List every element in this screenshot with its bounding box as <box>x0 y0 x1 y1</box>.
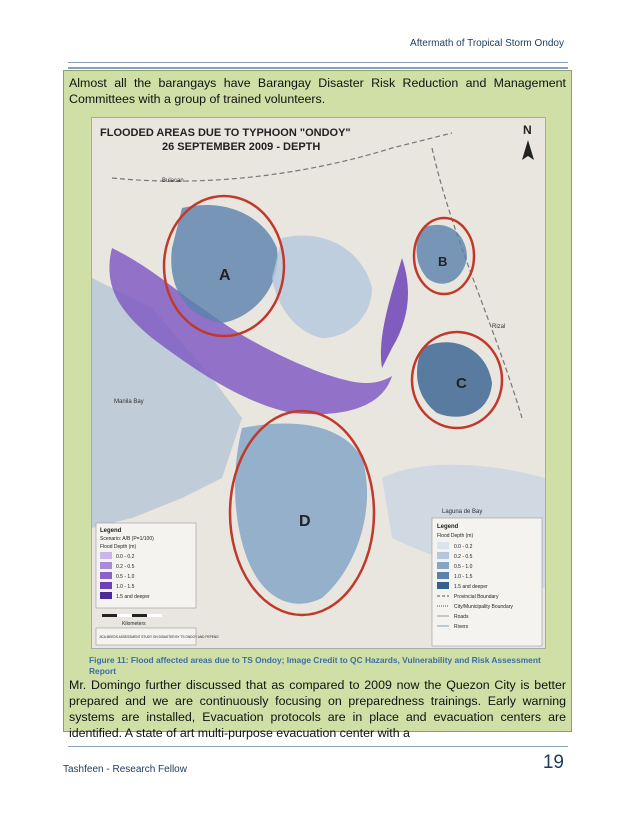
legend-right-item-9: Rivers <box>454 624 469 630</box>
credit-text: JICA MEEDS ASSESSMENT STUDY ON DISASTER BY TS ONDOY AND PEPENG <box>99 635 219 639</box>
legend-right-depth-title: Flood Depth (m) <box>437 533 474 539</box>
legend-right <box>432 518 542 646</box>
scale-bar-label: Kilometers <box>122 621 146 627</box>
legend-left-item-5: 1.5 and deeper <box>116 594 150 600</box>
region-label-a: A <box>219 267 231 284</box>
legend-right-item-1: 0.0 - 0.2 <box>454 544 473 550</box>
running-header: Aftermath of Tropical Storm Ondoy <box>410 38 564 49</box>
intro-paragraph: Almost all the barangays have Barangay Disaster Risk Reduction and Management Committees with a group of trained volunteers. <box>69 76 566 106</box>
legend-right-item-5: 1.5 and deeper <box>454 584 488 590</box>
place-label-manila-bay: Manila Bay <box>114 399 144 405</box>
legend-left-item-2: 0.2 - 0.5 <box>116 564 135 570</box>
legend-right-item-6: Provincial Boundary <box>454 594 499 600</box>
body-paragraph: Mr. Domingo further discussed that as compared to 2009 now the Quezon City is better prepared and we are continuously focusing on preparedness trainings. Early warning systems are installed, Evacuation protocols are in place and evacuation centers are identified. A state of art multi-purpose evacuation center with a <box>69 678 566 740</box>
flood-zone-area-c <box>417 342 492 417</box>
north-arrow-label: N <box>523 123 532 137</box>
legend-left-item-1: 0.0 - 0.2 <box>116 554 135 560</box>
figure-caption: Figure 11: Flood affected areas due to TS Ondoy; Image Credit to QC Hazards, Vulnerability and Risk Assessment Report <box>89 655 541 676</box>
legend-right-item-8: Roads <box>454 614 469 620</box>
legend-right-item-7: City/Municipality Boundary <box>454 604 513 610</box>
map-title-line2: 26 SEPTEMBER 2009 - DEPTH <box>162 141 321 153</box>
north-arrow-icon <box>522 123 534 160</box>
footer-rule <box>68 746 568 750</box>
place-label-bulacan: Bulacan <box>162 178 184 184</box>
legend-left-depth-title: Flood Depth (m) <box>100 544 137 550</box>
map-title-line1: FLOODED AREAS DUE TO TYPHOON "ONDOY" <box>100 127 351 139</box>
flood-zone-middle <box>272 235 372 338</box>
credit-box <box>96 628 219 645</box>
scale-bar <box>102 614 162 627</box>
legend-right-item-4: 1.0 - 1.5 <box>454 574 473 580</box>
region-label-d: D <box>299 513 311 530</box>
legend-left-item-4: 1.0 - 1.5 <box>116 584 135 590</box>
legend-left-subtitle: Scenario: A/B (P=1/100) <box>100 536 154 542</box>
header-rule <box>68 62 568 69</box>
legend-left-item-3: 0.5 - 1.0 <box>116 574 135 580</box>
legend-right-title: Legend <box>437 524 459 530</box>
flood-map-svg <box>92 118 545 648</box>
legend-right-item-2: 0.2 - 0.5 <box>454 554 473 560</box>
legend-left-title: Legend <box>100 528 122 534</box>
legend-right-item-3: 0.5 - 1.0 <box>454 564 473 570</box>
place-label-rizal: Rizal <box>492 324 506 330</box>
flood-zone-purple-river <box>381 258 408 368</box>
flood-map-figure <box>91 117 546 649</box>
region-label-c: C <box>456 375 467 392</box>
region-label-b: B <box>438 254 448 269</box>
legend-left <box>96 523 196 608</box>
footer-author: Tashfeen - Research Fellow <box>63 764 187 775</box>
content-box <box>63 70 572 740</box>
page-number: 19 <box>542 752 564 773</box>
place-label-laguna: Laguna de Bay <box>442 509 483 515</box>
